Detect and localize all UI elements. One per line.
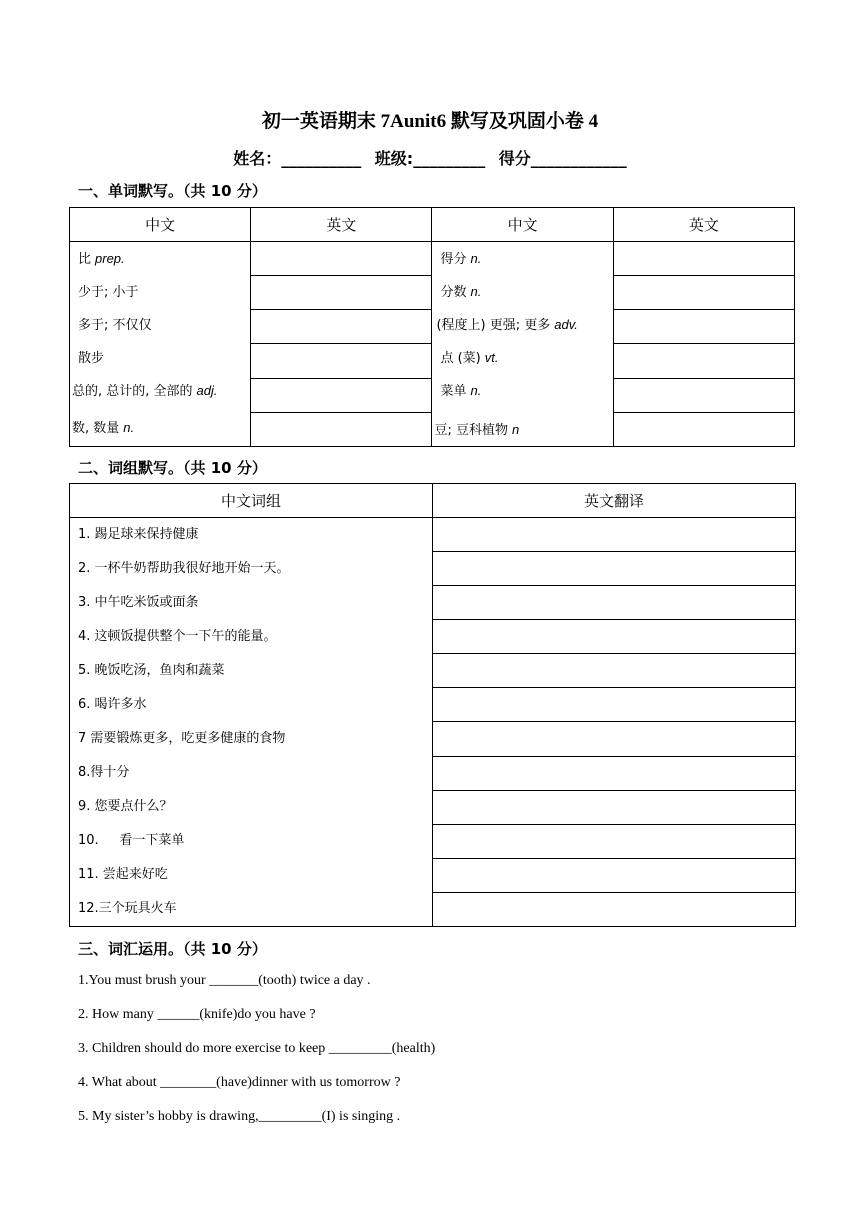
phrase-prompt: 6. 喝许多水 xyxy=(78,697,147,712)
phrase-prompt: 3. 中午吃米饭或面条 xyxy=(78,595,199,610)
student-info xyxy=(0,146,860,169)
left-words-cell xyxy=(70,242,251,447)
header-chinese: 中文 xyxy=(70,208,251,242)
phrase-prompt: 10. 看一下菜单 xyxy=(78,833,185,848)
class-field[interactable]: 班级:_________ xyxy=(374,149,486,168)
translation-cell[interactable] xyxy=(433,688,796,722)
translation-cell[interactable] xyxy=(433,518,796,552)
word-prompt: 总的, 总计的, 全部的 adj. xyxy=(72,383,218,399)
answer-cell[interactable] xyxy=(613,378,794,412)
word-prompt: 点 (菜) vt. xyxy=(440,350,499,366)
answer-cell[interactable] xyxy=(251,344,432,378)
word-prompt: 菜单 n. xyxy=(440,383,482,399)
translation-cell[interactable] xyxy=(433,722,796,756)
word-prompt: 多于; 不仅仅 xyxy=(78,318,152,333)
answer-cell[interactable] xyxy=(251,242,432,276)
phrase-prompt: 7 需要锻炼更多，吃更多健康的食物 xyxy=(78,731,286,746)
translation-cell[interactable] xyxy=(433,654,796,688)
header-chinese: 中文 xyxy=(432,208,613,242)
phrase-prompt: 5. 晚饭吃汤，鱼肉和蔬菜 xyxy=(78,663,225,678)
answer-cell[interactable] xyxy=(613,310,794,344)
header-english: 英文 xyxy=(251,208,432,242)
phrase-prompt: 8.得十分 xyxy=(78,765,130,780)
question-4: 4. What about ________(have)dinner with us tomorrow ? xyxy=(78,1075,401,1090)
translation-cell[interactable] xyxy=(433,552,796,586)
section3-heading: 三、词汇运用。（共 10 分） xyxy=(78,940,267,958)
translation-cell[interactable] xyxy=(433,790,796,824)
answer-cell[interactable] xyxy=(251,276,432,310)
header-english-translation: 英文翻译 xyxy=(433,484,796,518)
word-prompt: 数, 数量 n. xyxy=(72,420,135,436)
section2-heading: 二、词组默写。（共 10 分） xyxy=(78,459,267,477)
answer-cell[interactable] xyxy=(613,242,794,276)
question-2: 2. How many ______(knife)do you have ? xyxy=(78,1007,316,1022)
header-english: 英文 xyxy=(613,208,794,242)
translation-cell[interactable] xyxy=(433,824,796,858)
translation-cell[interactable] xyxy=(433,620,796,654)
phrase-prompt: 1. 踢足球来保持健康 xyxy=(78,527,199,542)
phrase-dictation-table xyxy=(69,483,796,927)
page-title: 初一英语期末 7Aunit6 默写及巩固小卷 4 xyxy=(261,111,599,132)
phrase-prompt: 11. 尝起来好吃 xyxy=(78,867,168,882)
phrase-prompt: 9. 您要点什么？ xyxy=(78,799,173,814)
answer-cell[interactable] xyxy=(613,344,794,378)
word-prompt: 分数 n. xyxy=(440,284,482,300)
answer-cell[interactable] xyxy=(251,412,432,446)
word-dictation-table xyxy=(69,207,795,447)
section1-heading: 一、单词默写。（共 10 分） xyxy=(78,182,267,200)
phrase-list-cell xyxy=(70,518,433,927)
word-prompt: 豆; 豆科植物 n xyxy=(434,422,520,438)
translation-cell[interactable] xyxy=(433,756,796,790)
word-prompt: (程度上) 更强; 更多 adv. xyxy=(436,317,578,333)
answer-cell[interactable] xyxy=(251,378,432,412)
answer-cell[interactable] xyxy=(613,276,794,310)
phrase-prompt: 4. 这顿饭提供整个一下午的能量。 xyxy=(78,629,277,644)
question-3: 3. Children should do more exercise to keep _________(health) xyxy=(78,1041,436,1056)
answer-cell[interactable] xyxy=(613,412,794,446)
right-words-cell xyxy=(432,242,613,447)
name-field[interactable]: 姓名：__________ xyxy=(233,149,362,168)
phrase-prompt: 12.三个玩具火车 xyxy=(78,901,177,916)
score-field[interactable]: 得分____________ xyxy=(498,149,627,168)
word-prompt: 少于; 小于 xyxy=(78,285,139,300)
question-5: 5. My sister’s hobby is drawing,_________(I) is singing . xyxy=(78,1109,401,1124)
translation-cell[interactable] xyxy=(433,586,796,620)
word-prompt: 比 prep. xyxy=(78,251,125,267)
phrase-prompt: 2. 一杯牛奶帮助我很好地开始一天。 xyxy=(78,561,290,576)
translation-cell[interactable] xyxy=(433,858,796,892)
question-1: 1.You must brush your _______(tooth) twice a day . xyxy=(78,973,371,988)
translation-cell[interactable] xyxy=(433,892,796,926)
answer-cell[interactable] xyxy=(251,310,432,344)
header-chinese-phrase: 中文词组 xyxy=(70,484,433,518)
word-prompt: 散步 xyxy=(78,351,105,366)
word-prompt: 得分 n. xyxy=(440,251,482,267)
